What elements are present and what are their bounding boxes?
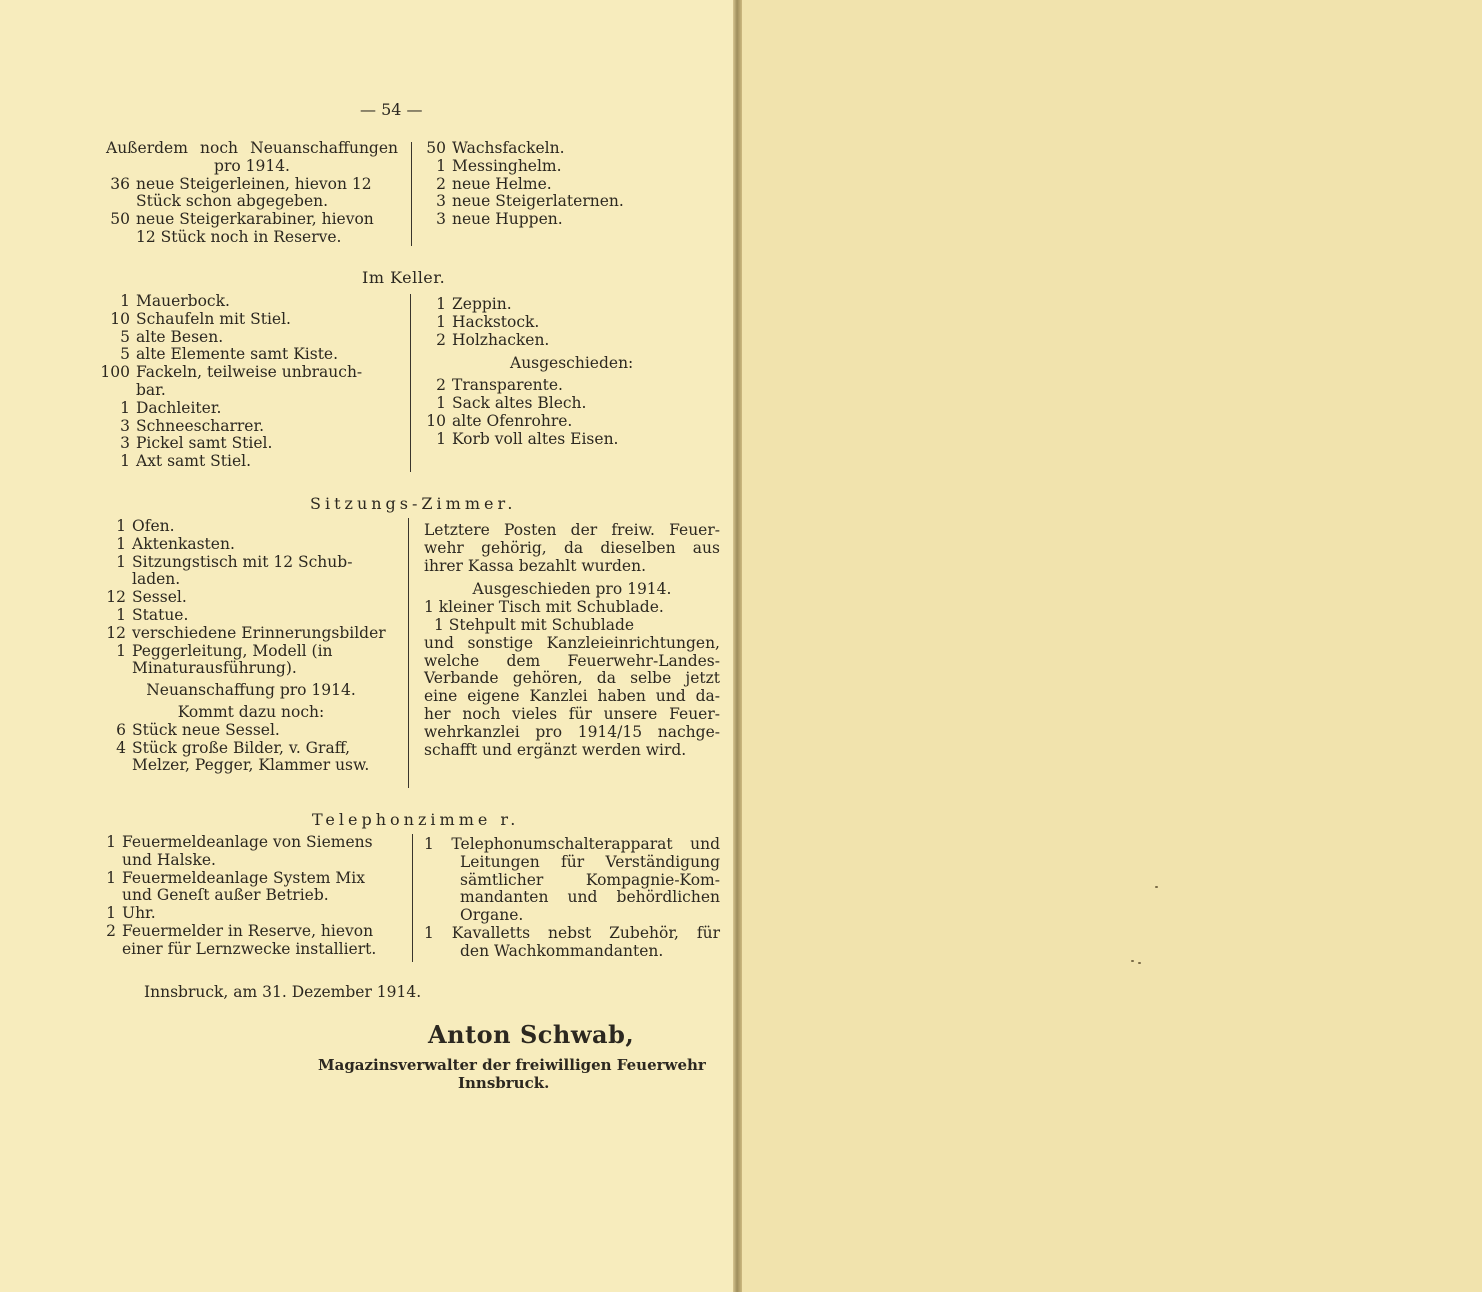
list-item	[102, 625, 400, 643]
subheading-neuanschaffung: Neuanschaffung pro 1914.	[146, 681, 356, 700]
list-item	[422, 413, 722, 431]
list-item	[422, 377, 722, 395]
paper-speck	[1155, 886, 1158, 888]
quantity: 1	[106, 833, 116, 851]
list-item	[422, 314, 722, 332]
list-item	[100, 435, 400, 453]
item-text: Messinghelm.	[452, 156, 562, 175]
list-item	[100, 364, 400, 382]
item-text: neue Helme.	[452, 174, 552, 193]
item-text: verschiedene Erinnerungsbilder	[132, 623, 386, 642]
signature-place: Innsbruck.	[458, 1074, 550, 1092]
list-item	[102, 554, 400, 572]
text-line: Leitungen für Verständigung	[460, 852, 720, 871]
list-item	[100, 311, 400, 329]
quantity: 100	[100, 363, 130, 382]
quantity: 3	[436, 210, 446, 229]
item-text: alte Ofenrohre.	[452, 411, 573, 430]
text-line: den Wachkommandanten.	[460, 941, 664, 960]
item-text: Peggerleitung, Modell (in	[132, 641, 333, 660]
item-text: Transparente.	[452, 376, 563, 395]
list-item	[422, 431, 722, 449]
text-line: wehrkanzlei pro 1914/15 nachge-	[424, 722, 720, 741]
item-text: Pickel samt Stiel.	[136, 434, 273, 453]
quantity: 3	[120, 416, 130, 435]
quantity: 1	[116, 605, 126, 624]
list-item	[422, 332, 722, 350]
item-text: Melzer, Pegger, Klammer usw.	[132, 756, 370, 775]
list-item	[102, 571, 400, 589]
quantity: 5	[120, 345, 130, 364]
item-text: Statue.	[132, 605, 189, 624]
item-text: und Halske.	[122, 850, 216, 869]
quantity: 1	[116, 534, 126, 553]
section-heading-telephon: Telephonzimme r.	[312, 810, 520, 829]
quantity: 2	[436, 174, 446, 193]
text-line: 1 Stehpult mit Schublade	[434, 615, 635, 634]
column-divider	[408, 518, 409, 788]
item-text: Schaufeln mit Stiel.	[136, 309, 291, 328]
text-line: 1 kleiner Tisch mit Schublade.	[424, 598, 664, 617]
signature-title: Magazinsverwalter der freiwilligen Feuerwehr	[318, 1056, 706, 1074]
quantity: 1	[106, 904, 116, 923]
text-line: Letztere Posten der freiw. Feuer-	[424, 521, 720, 539]
text-line: 1 Kavalletts nebst Zubehör, für	[424, 923, 720, 942]
quantity: 2	[106, 921, 116, 940]
quantity: 3	[436, 192, 446, 211]
list-item	[102, 870, 402, 888]
text-line: Außerdem noch Neuanschaffungen	[106, 139, 398, 157]
item-text: bar.	[136, 380, 166, 399]
quantity: 1	[116, 517, 126, 535]
list-item	[422, 140, 722, 158]
signature-name: Anton Schwab,	[428, 1020, 635, 1049]
quantity: 5	[120, 327, 130, 346]
list-item	[102, 607, 400, 625]
subheading-kommt-dazu: Kommt dazu noch:	[177, 702, 325, 721]
item-text: Minaturausführung).	[132, 659, 297, 678]
item-text: laden.	[132, 570, 181, 589]
text-line: Verbande gehören, da selbe jetzt	[424, 669, 720, 688]
item-text: Mauerbock.	[136, 292, 230, 310]
item-text: Zeppin.	[452, 295, 512, 313]
item-text: Stück neue Sessel.	[132, 720, 280, 739]
section1-right	[422, 140, 722, 229]
item-text: Sack altes Blech.	[452, 393, 587, 412]
item-text: Uhr.	[122, 904, 156, 923]
text-line: ihrer Kassa bezahlt wurden.	[424, 556, 647, 575]
list-item	[422, 395, 722, 413]
quantity: 12	[106, 588, 126, 607]
paper-speck	[1131, 960, 1134, 962]
quantity: 1	[436, 393, 446, 412]
sitzung-left	[102, 518, 400, 775]
quantity: 1	[120, 452, 130, 471]
list-item	[100, 382, 400, 400]
list-item	[102, 518, 400, 536]
item-text: Axt samt Stiel.	[136, 452, 252, 471]
text-line: mandanten und behördlichen	[460, 888, 720, 907]
text-line: eine eigene Kanzlei haben und da-	[424, 687, 720, 706]
quantity: 1	[436, 156, 446, 175]
quantity: 12	[106, 623, 126, 642]
quantity: 10	[426, 411, 446, 430]
quantity: 1	[436, 312, 446, 331]
text-line: sämtlicher Kompagnie-Kom-	[460, 870, 720, 889]
item-text: neue Steigerkarabiner, hievon	[136, 210, 374, 229]
quantity: 2	[436, 376, 446, 395]
page-number: — 54 —	[360, 100, 423, 119]
quantity: 1	[120, 398, 130, 417]
item-text: Dachleiter.	[136, 398, 222, 417]
sitzung-right	[424, 522, 720, 759]
item-text: Feuermelder in Reserve, hievon	[122, 921, 374, 940]
book-spine	[733, 0, 742, 1292]
quantity: 50	[426, 139, 446, 157]
item-text: Feuermeldeanlage System Mix	[122, 868, 365, 887]
quantity: 6	[116, 720, 126, 739]
section1-left	[106, 140, 398, 247]
text-line: wehr gehörig, da dieselben aus	[424, 538, 720, 557]
list-item	[102, 923, 402, 941]
quantity: 1	[120, 292, 130, 310]
list-item	[102, 757, 400, 775]
column-divider	[411, 142, 412, 246]
list-item	[106, 211, 398, 229]
quantity: 2	[436, 330, 446, 349]
text-line: her noch vieles für unsere Feuer-	[424, 704, 720, 723]
item-text: einer für Lernzwecke installiert.	[122, 939, 377, 958]
item-text: alte Besen.	[136, 327, 224, 346]
item-text: neue Huppen.	[452, 210, 563, 229]
item-text: Sessel.	[132, 588, 187, 607]
list-item	[100, 293, 400, 311]
list-item	[100, 329, 400, 347]
section-heading-sitzung: Sitzungs-Zimmer.	[310, 494, 517, 513]
list-item	[422, 158, 722, 176]
list-item	[102, 740, 400, 758]
list-item	[102, 834, 402, 852]
text-line: 12 Stück noch in Reserve.	[136, 227, 342, 246]
telephon-right	[424, 836, 720, 961]
quantity: 1	[116, 552, 126, 571]
item-text: Aktenkasten.	[132, 534, 235, 553]
list-item	[100, 418, 400, 436]
subheading-ausgeschieden: Ausgeschieden:	[510, 354, 634, 373]
right-page	[742, 0, 1482, 1292]
subheading-ausgeschieden-1914: Ausgeschieden pro 1914.	[472, 580, 672, 599]
item-text: Feuermeldeanlage von Siemens	[122, 833, 373, 851]
quantity: 1	[436, 295, 446, 313]
list-item	[422, 193, 722, 211]
text-line: schafft und ergänzt werden wird.	[424, 740, 687, 759]
text-line: Organe.	[460, 906, 524, 925]
list-item	[102, 941, 402, 959]
list-item	[102, 905, 402, 923]
item-text: Stück große Bilder, v. Graff,	[132, 738, 351, 757]
quantity: 1	[116, 641, 126, 660]
item-text: Hackstock.	[452, 312, 540, 331]
item-text: Wachsfackeln.	[452, 139, 565, 157]
list-item	[102, 852, 402, 870]
column-divider	[410, 294, 411, 472]
item-text: alte Elemente samt Kiste.	[136, 345, 339, 364]
quantity: 50	[110, 210, 130, 229]
list-item	[102, 589, 400, 607]
item-text: Korb voll altes Eisen.	[452, 429, 619, 448]
place-date: Innsbruck, am 31. Dezember 1914.	[144, 983, 422, 1001]
quantity: 36	[110, 174, 130, 193]
text-line: welche dem Feuerwehr-Landes-	[424, 651, 720, 670]
keller-right	[422, 296, 722, 448]
list-item	[422, 296, 722, 314]
item-text: und Geneſt außer Betrieb.	[122, 886, 329, 905]
keller-left	[100, 293, 400, 471]
list-item	[102, 660, 400, 678]
item-text: Fackeln, teilweise unbrauch-	[136, 363, 363, 382]
quantity: 10	[110, 309, 130, 328]
text-line: Stück schon abgegeben.	[136, 192, 329, 211]
list-item	[102, 536, 400, 554]
quantity: 1	[106, 868, 116, 887]
section-heading-keller: Im Keller.	[362, 268, 446, 287]
quantity: 3	[120, 434, 130, 453]
list-item	[102, 643, 400, 661]
quantity: 4	[116, 738, 126, 757]
list-item	[100, 453, 400, 471]
telephon-left	[102, 834, 402, 959]
list-item	[100, 346, 400, 364]
item-text: Sitzungstisch mit 12 Schub-	[132, 552, 353, 571]
list-item	[102, 722, 400, 740]
column-divider	[412, 834, 413, 962]
list-item	[422, 176, 722, 194]
item-text: Ofen.	[132, 517, 175, 535]
item-text: neue Steigerlaternen.	[452, 192, 624, 211]
item-text: Holzhacken.	[452, 330, 550, 349]
item-text: Schneescharrer.	[136, 416, 265, 435]
text-line: pro 1914.	[214, 156, 290, 175]
item-text: neue Steigerleinen, hievon 12	[136, 174, 372, 193]
text-line: und sonstige Kanzleieinrichtungen,	[424, 633, 720, 652]
list-item	[102, 887, 402, 905]
quantity: 1	[436, 429, 446, 448]
text-line: 1 Telephonumschalterapparat und	[424, 835, 720, 853]
paper-speck	[1138, 962, 1141, 964]
list-item	[106, 176, 398, 194]
list-item	[100, 400, 400, 418]
list-item	[422, 211, 722, 229]
